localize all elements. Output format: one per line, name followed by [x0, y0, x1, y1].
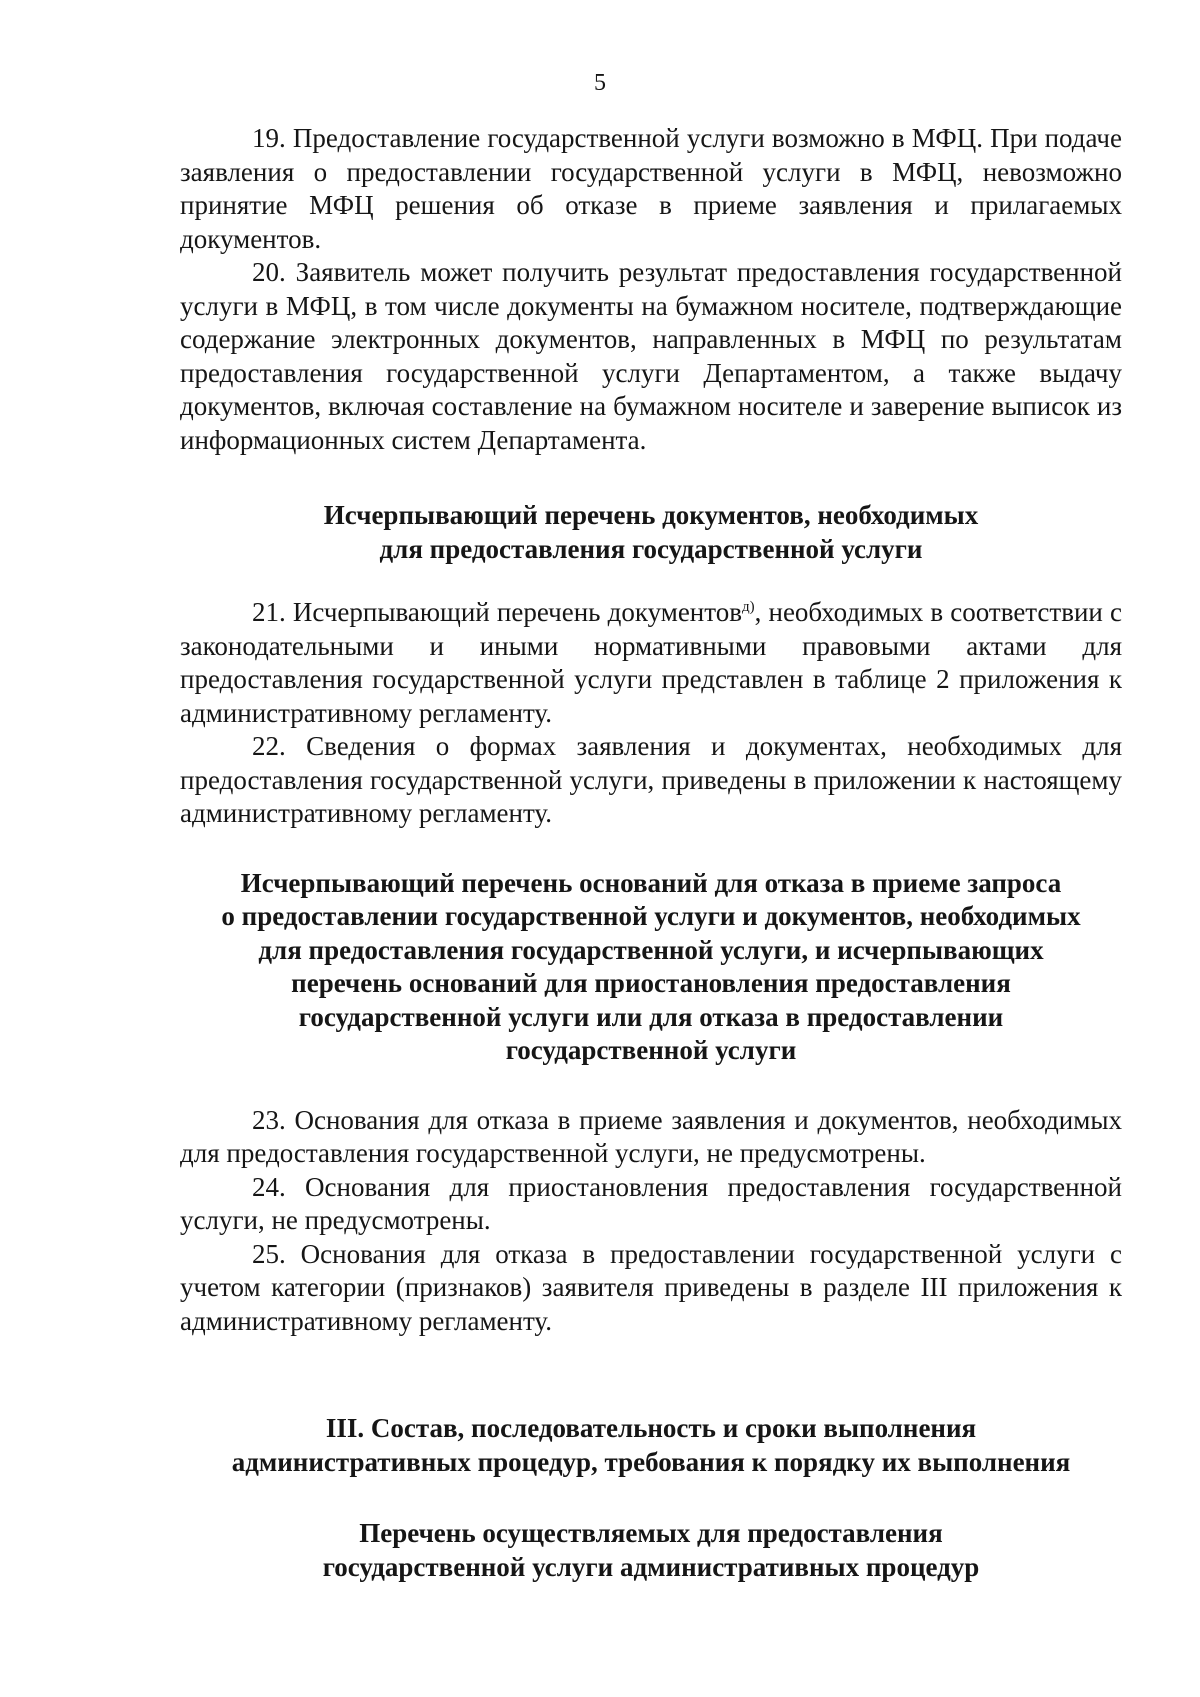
paragraph-22: 22. Сведения о формах заявления и документах, необходимых для предоставления государственной услуги, приведены в приложении к настоящему административному регламенту. — [180, 731, 1122, 828]
heading-section-iii — [180, 1412, 1122, 1479]
heading-procedures-list — [180, 1517, 1122, 1584]
document-body — [180, 122, 1122, 1584]
heading-refusal-grounds — [180, 867, 1122, 1068]
paragraph-21-end: , необходимых в соответствии с законодательными и иными нормативными правовыми актами для предоставления государственной услуги представлен в таблице 2 приложения к административному регламенту. — [180, 597, 1123, 728]
heading-line: Исчерпывающий перечень оснований для отказа в приеме запроса — [240, 867, 1062, 898]
heading-line: государственной услуги административных процедур — [322, 1551, 980, 1582]
spacer — [180, 831, 1122, 867]
heading-line: для предоставления государственной услуги, и исчерпывающих — [258, 934, 1044, 965]
heading-line: государственной услуги — [505, 1035, 797, 1065]
paragraph-24: 24. Основания для приостановления предоставления государственной услуги, не предусмотрены. — [180, 1171, 1122, 1235]
spacer — [180, 566, 1122, 596]
paragraph-25: 25. Основания для отказа в предоставлении государственной услуги с учетом категории (признаков) заявителя приведены в разделе III приложения к административному регламенту. — [180, 1238, 1122, 1336]
heading-line: государственной услуги или для отказа в предоставлении — [298, 1001, 1004, 1032]
heading-line: Исчерпывающий перечень документов, необходимых — [323, 500, 979, 530]
heading-line: административных процедур, требования к порядку их выполнения — [231, 1446, 1071, 1477]
heading-line: перечень оснований для приостановления предоставления — [291, 968, 1011, 998]
heading-line: Перечень осуществляемых для предоставления — [359, 1518, 943, 1548]
paragraph-23: 23. Основания для отказа в приеме заявления и документов, необходимых для предоставления государственной услуги, не предусмотрены. — [180, 1104, 1122, 1168]
paragraph-19: 19. Предоставление государственной услуги возможно в МФЦ. При подаче заявления о предоставлении государственной услуги в МФЦ, невозможно принятие МФЦ решения об отказе в приеме заявления и прилагаемых документов. — [180, 123, 1122, 254]
paragraph-20: 20. Заявитель может получить результат предоставления государственной услуги в МФЦ, в том числе документы на бумажном носителе, подтверждающие содержание электронных документов, направленных в МФЦ по результатам предоставления государственной услуги Департаментом, а также выдачу документов, включая составление на бумажном носителе и заверение выписок из информационных систем Департамента. — [180, 257, 1122, 455]
paragraph-21-start: 21. Исчерпывающий перечень документов — [252, 597, 742, 627]
heading-line: для предоставления государственной услуги — [379, 533, 923, 564]
page-number: 5 — [594, 70, 606, 96]
spacer — [180, 457, 1122, 499]
heading-documents-list — [180, 499, 1122, 566]
spacer — [180, 1479, 1122, 1517]
spacer — [180, 1068, 1122, 1104]
spacer — [180, 1338, 1122, 1412]
heading-line: о предоставлении государственной услуги и документов, необходимых — [221, 901, 1081, 931]
paragraph-21 — [180, 596, 1122, 730]
heading-line: III. Состав, последовательность и сроки выполнения — [325, 1413, 977, 1443]
footnote-mark: д) — [741, 599, 755, 615]
